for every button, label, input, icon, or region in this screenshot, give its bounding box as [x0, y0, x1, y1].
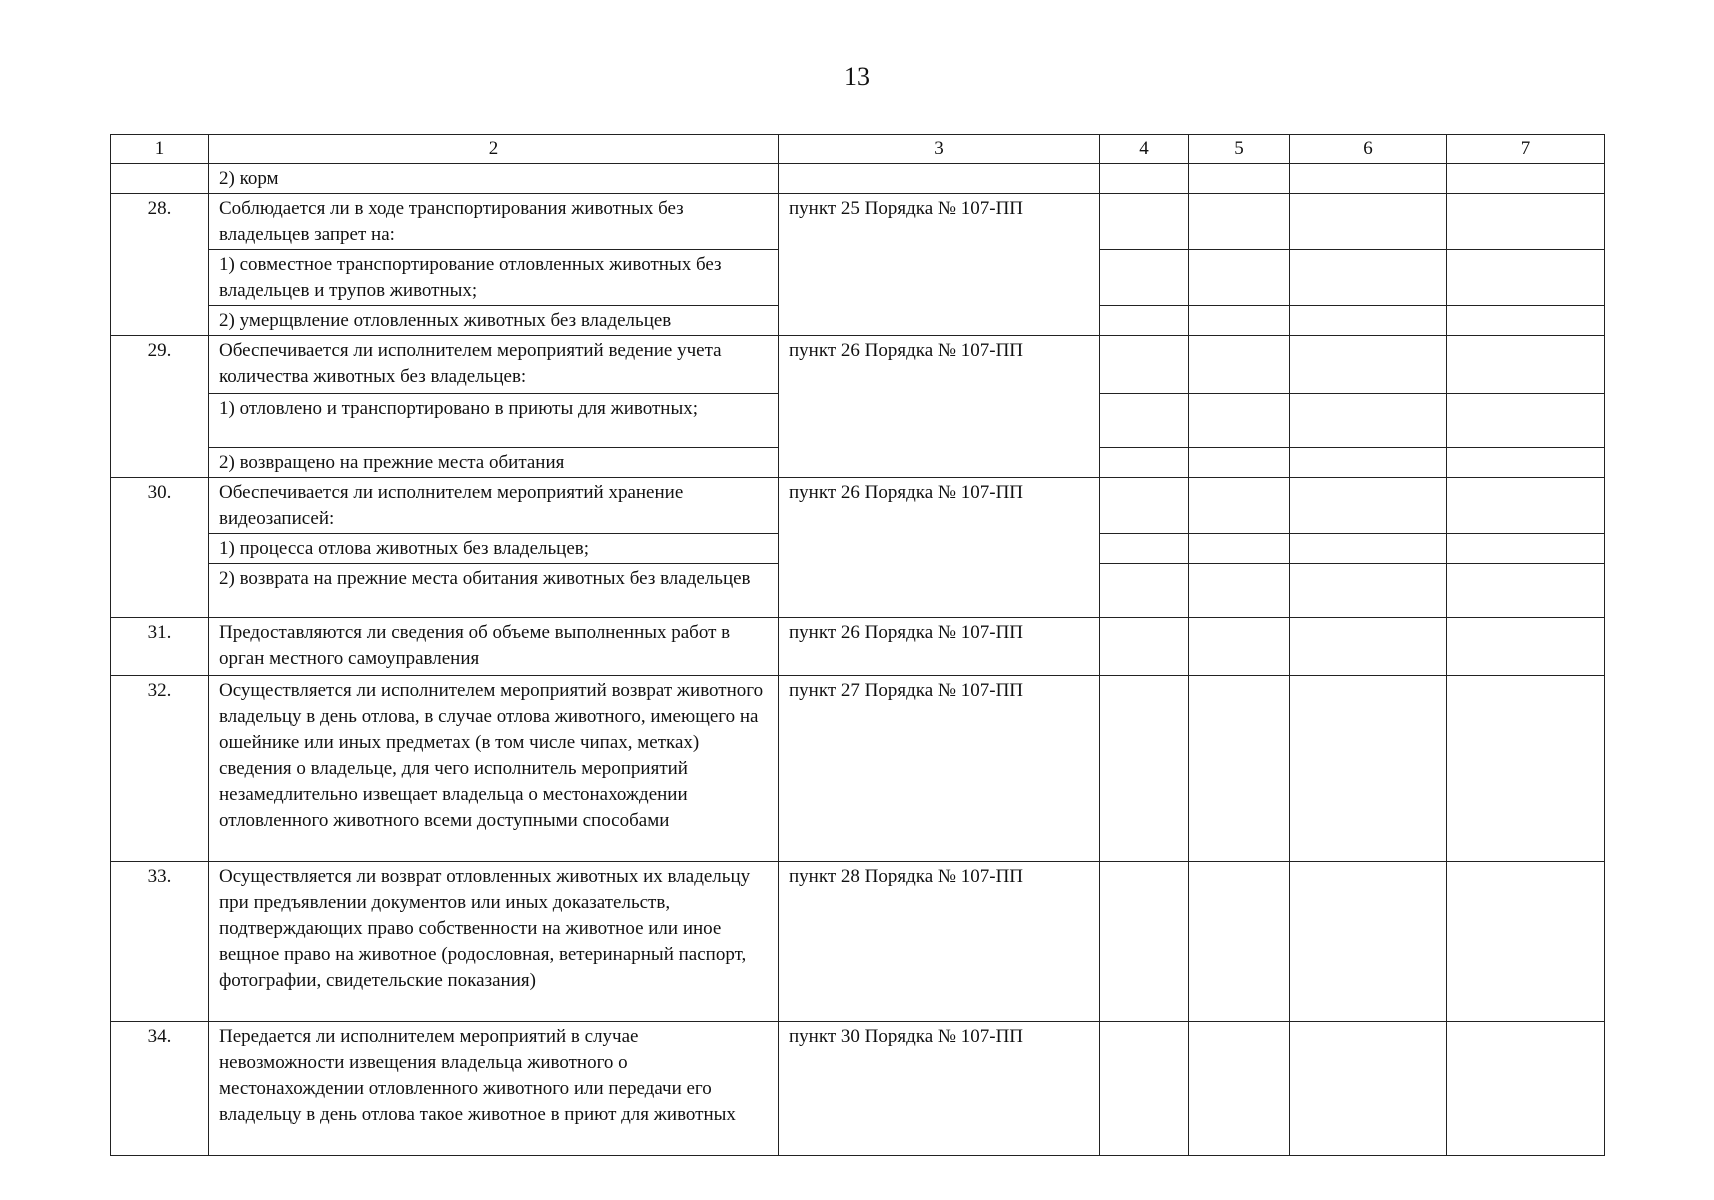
reference-text: пункт 26 Порядка № 107-ПП: [779, 336, 1100, 478]
empty-cell: [1447, 618, 1605, 676]
page-number: 13: [844, 62, 870, 91]
empty-cell: [1189, 394, 1290, 448]
empty-cell: [1189, 250, 1290, 306]
empty-cell: [1189, 618, 1290, 676]
empty-cell: [1100, 164, 1189, 194]
empty-cell: [1290, 676, 1447, 862]
empty-cell: [1290, 306, 1447, 336]
empty-cell: [1100, 306, 1189, 336]
empty-cell: [1447, 448, 1605, 478]
question-text: Передается ли исполнителем мероприятий в случае невозможности извещения владельца животного о местонахождении отловленного животного или передачи его владельцу в день отлова такое животное в приют для животных: [209, 1022, 779, 1156]
empty-cell: [1100, 478, 1189, 534]
table-row: [111, 478, 1605, 534]
empty-cell: [1290, 194, 1447, 250]
empty-cell: [1447, 478, 1605, 534]
empty-cell: [1189, 336, 1290, 394]
question-text: Предоставляются ли сведения об объеме выполненных работ в орган местного самоуправления: [209, 618, 779, 676]
empty-cell: [1290, 394, 1447, 448]
empty-cell: [1100, 448, 1189, 478]
column-header: 7: [1447, 135, 1605, 164]
row-number: 29.: [111, 336, 209, 478]
empty-cell: [1290, 1022, 1447, 1156]
column-header: 1: [111, 135, 209, 164]
reference-text: пункт 28 Порядка № 107-ПП: [779, 862, 1100, 1022]
empty-cell: [1290, 336, 1447, 394]
empty-cell: [1100, 1022, 1189, 1156]
empty-cell: [1100, 676, 1189, 862]
question-text: Обеспечивается ли исполнителем мероприятий ведение учета количества животных без владельцев:: [209, 336, 779, 394]
empty-cell: [1447, 194, 1605, 250]
empty-cell: [1100, 336, 1189, 394]
row-number: 30.: [111, 478, 209, 618]
empty-cell: [1447, 164, 1605, 194]
empty-cell: [1100, 618, 1189, 676]
reference-text: пункт 27 Порядка № 107-ПП: [779, 676, 1100, 862]
column-header: 6: [1290, 135, 1447, 164]
empty-cell: [1100, 564, 1189, 618]
empty-cell: [1290, 618, 1447, 676]
empty-cell: [1290, 564, 1447, 618]
row-number: 32.: [111, 676, 209, 862]
table-row: [111, 164, 1605, 194]
empty-cell: [1447, 250, 1605, 306]
row-number: 34.: [111, 1022, 209, 1156]
question-text: Соблюдается ли в ходе транспортирования животных без владельцев запрет на:: [209, 194, 779, 250]
empty-cell: [1189, 164, 1290, 194]
question-text: Осуществляется ли возврат отловленных животных их владельцу при предъявлении документов или иных доказательств, подтверждающих право собственности на животное или иное вещное право на животное (родословная, ветеринарный паспорт, фотографии, свидетельские показания): [209, 862, 779, 1022]
empty-cell: [1447, 676, 1605, 862]
column-header: 3: [779, 135, 1100, 164]
table-row: [111, 618, 1605, 676]
question-subitem: 2) возврата на прежние места обитания животных без владельцев: [209, 564, 779, 618]
table-row: [111, 194, 1605, 250]
question-subitem: 2) корм: [209, 164, 779, 194]
empty-cell: [1189, 1022, 1290, 1156]
empty-cell: [1290, 448, 1447, 478]
empty-cell: [1290, 478, 1447, 534]
row-number: 28.: [111, 194, 209, 336]
empty-cell: [1100, 250, 1189, 306]
reference-text: пункт 25 Порядка № 107-ПП: [779, 194, 1100, 336]
table-row: [111, 676, 1605, 862]
reference-cell: [779, 164, 1100, 194]
empty-cell: [1447, 862, 1605, 1022]
empty-cell: [1447, 336, 1605, 394]
reference-text: пункт 30 Порядка № 107-ПП: [779, 1022, 1100, 1156]
row-number-cell: [111, 164, 209, 194]
empty-cell: [1290, 534, 1447, 564]
column-header: 4: [1100, 135, 1189, 164]
empty-cell: [1447, 564, 1605, 618]
question-subitem: 2) возвращено на прежние места обитания: [209, 448, 779, 478]
empty-cell: [1189, 306, 1290, 336]
empty-cell: [1447, 394, 1605, 448]
table-row: [111, 336, 1605, 394]
question-subitem: 1) отловлено и транспортировано в приюты для животных;: [209, 394, 779, 448]
table-row: [111, 1022, 1605, 1156]
empty-cell: [1189, 478, 1290, 534]
empty-cell: [1447, 306, 1605, 336]
table-header-row: [111, 135, 1605, 164]
empty-cell: [1189, 564, 1290, 618]
reference-text: пункт 26 Порядка № 107-ПП: [779, 618, 1100, 676]
empty-cell: [1447, 534, 1605, 564]
reference-text: пункт 26 Порядка № 107-ПП: [779, 478, 1100, 618]
empty-cell: [1100, 194, 1189, 250]
row-number: 31.: [111, 618, 209, 676]
question-subitem: 1) процесса отлова животных без владельцев;: [209, 534, 779, 564]
question-subitem: 1) совместное транспортирование отловленных животных без владельцев и трупов животных;: [209, 250, 779, 306]
empty-cell: [1290, 164, 1447, 194]
row-number: 33.: [111, 862, 209, 1022]
empty-cell: [1189, 676, 1290, 862]
question-text: Обеспечивается ли исполнителем мероприятий хранение видеозаписей:: [209, 478, 779, 534]
empty-cell: [1189, 448, 1290, 478]
empty-cell: [1189, 534, 1290, 564]
empty-cell: [1189, 194, 1290, 250]
empty-cell: [1100, 862, 1189, 1022]
empty-cell: [1100, 534, 1189, 564]
checklist-table: [110, 134, 1605, 1156]
empty-cell: [1189, 862, 1290, 1022]
table-row: [111, 862, 1605, 1022]
empty-cell: [1447, 1022, 1605, 1156]
empty-cell: [1290, 250, 1447, 306]
empty-cell: [1290, 862, 1447, 1022]
question-text: Осуществляется ли исполнителем мероприятий возврат животного владельцу в день отлова, в случае отлова животного, имеющего на ошейнике или иных предметах (в том числе чипах, метках) сведения о владельце, для чего исполнитель мероприятий незамедлительно извещает владельца о местонахождении отловленного животного всеми доступными способами: [209, 676, 779, 862]
question-subitem: 2) умерщвление отловленных животных без владельцев: [209, 306, 779, 336]
empty-cell: [1100, 394, 1189, 448]
column-header: 5: [1189, 135, 1290, 164]
column-header: 2: [209, 135, 779, 164]
